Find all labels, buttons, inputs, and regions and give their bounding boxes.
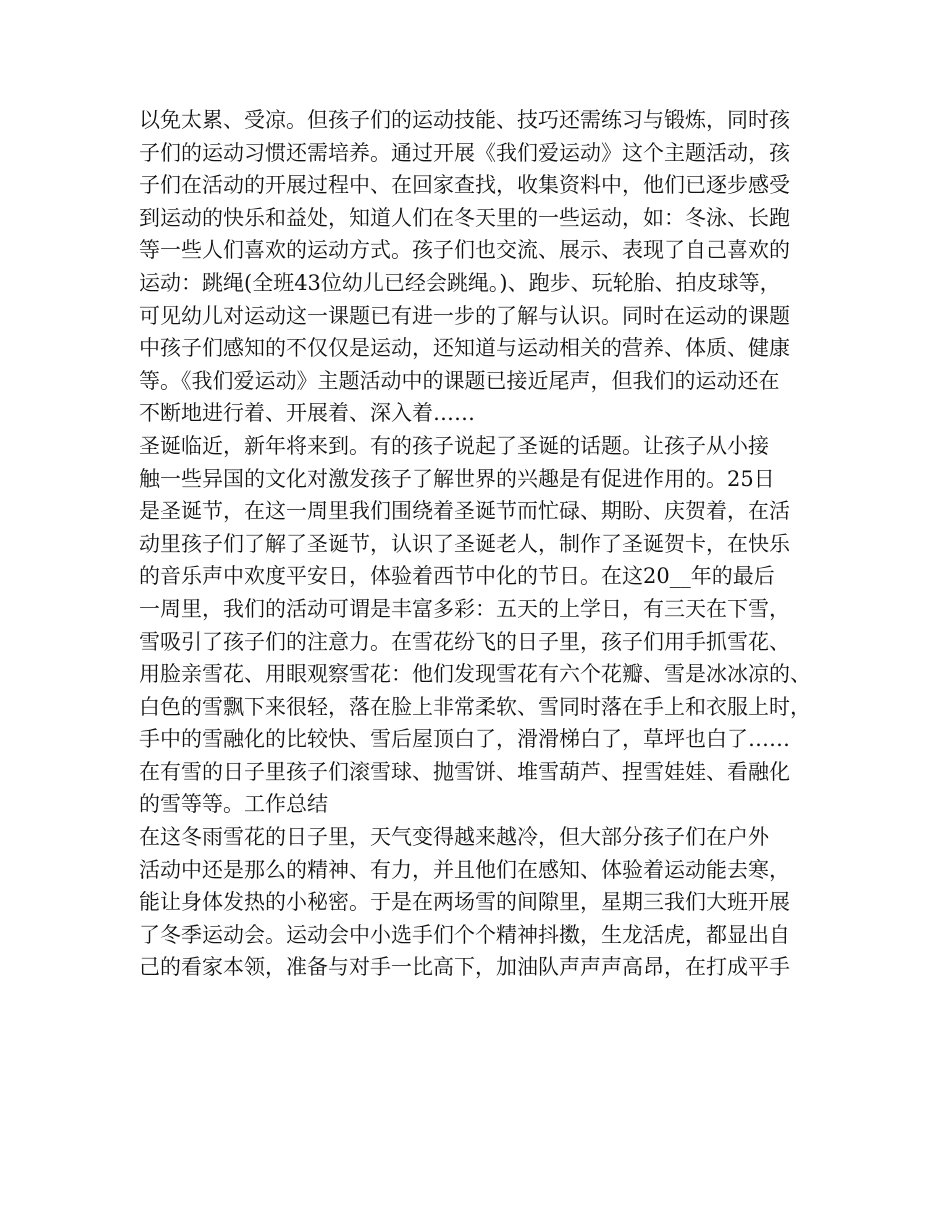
text-line: 中孩子们感知的不仅仅是运动，还知道与运动相关的营养、体质、健康 [139,336,790,361]
paragraph-2 [139,430,839,821]
text-line: 可见幼儿对运动这一课题已有进一步的了解与认识。同时在运动的课题 [139,303,790,328]
text-line: 圣诞临近，新年将来到。有的孩子说起了圣诞的话题。让孩子从小接 [139,433,769,458]
text-line: 的音乐声中欢度平安日，体验着西节中化的节日。在这20__年的最后 [139,564,775,589]
text-line: 到运动的快乐和益处，知道人们在冬天里的一些运动，如：冬泳、长跑 [139,205,790,230]
body-text [139,104,839,984]
text-line: 等。《我们爱运动》主题活动中的课题已接近尾声，但我们的运动还在 [139,368,780,393]
text-line: 不断地进行着、开展着、深入着…… [139,401,475,426]
paragraph-3 [139,821,839,984]
text-line: 是圣诞节，在这一周里我们围绕着圣诞节而忙碌、期盼、庆贺着，在活 [139,499,790,524]
text-line: 一周里，我们的活动可谓是丰富多彩：五天的上学日，有三天在下雪， [139,596,790,621]
text-line: 己的看家本领，准备与对手一比高下，加油队声声声高昂，在打成平手 [139,955,790,980]
text-line: 以免太累、受凉。但孩子们的运动技能、技巧还需练习与锻炼，同时孩 [139,108,790,132]
text-line: 运动：跳绳(全班43位幼儿已经会跳绳。)、跑步、玩轮胎、拍皮球等， [139,270,781,295]
text-line: 子们在活动的开展过程中、在回家查找，收集资料中，他们已逐步感受 [139,173,790,198]
text-line: 能让身体发热的小秘密。于是在两场雪的间隙里，星期三我们大班开展 [139,890,790,915]
text-line: 在这冬雨雪花的日子里，天气变得越来越冷，但大部分孩子们在户外 [139,825,769,850]
text-line: 了冬季运动会。运动会中小选手们个个精神抖擞，生龙活虎，都显出自 [139,922,790,947]
paragraph-1 [139,104,839,430]
text-line: 雪吸引了孩子们的注意力。在雪花纷飞的日子里，孩子们用手抓雪花、 [139,629,790,654]
text-line: 子们的运动习惯还需培养。通过开展《我们爱运动》这个主题活动，孩 [139,140,790,165]
text-line: 活动中还是那么的精神、有力，并且他们在感知、体验着运动能去寒， [139,857,790,882]
text-line: 白色的雪飘下来很轻，落在脸上非常柔软、雪同时落在手上和衣服上时， [139,694,811,719]
text-line: 触一些异国的文化对激发孩子了解世界的兴趣是有促进作用的。25日 [139,466,775,491]
text-line: 手中的雪融化的比较快、雪后屋顶白了，滑滑梯白了，草坪也白了…… [139,727,790,752]
text-line: 等一些人们喜欢的运动方式。孩子们也交流、展示、表现了自己喜欢的 [139,238,790,263]
text-line: 用脸亲雪花、用眼观察雪花：他们发现雪花有六个花瓣、雪是冰冰凉的、 [139,662,811,687]
text-line: 的雪等等。工作总结 [139,792,328,817]
text-line: 在有雪的日子里孩子们滚雪球、抛雪饼、堆雪葫芦、捏雪娃娃、看融化 [139,759,790,784]
text-line: 动里孩子们了解了圣诞节，认识了圣诞老人，制作了圣诞贺卡，在快乐 [139,531,790,556]
